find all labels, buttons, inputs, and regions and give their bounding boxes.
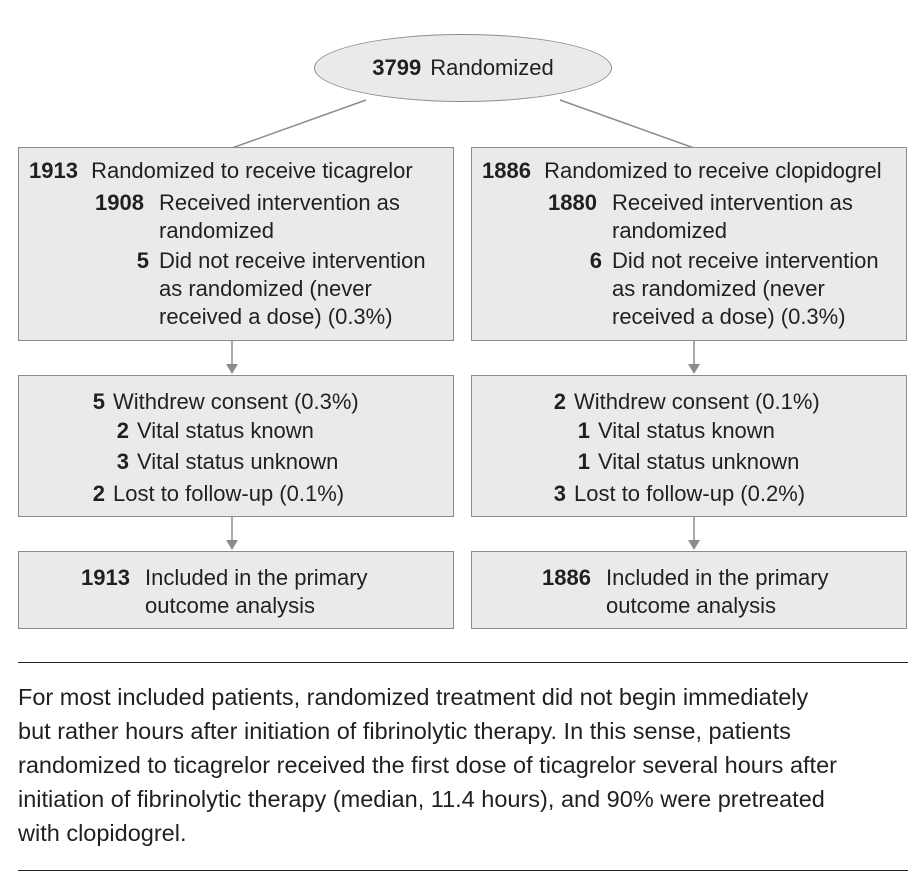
ticagrelor-not-received-label-1: Did not receive intervention <box>159 248 426 273</box>
clopidogrel-received-label-2: randomized <box>612 218 727 243</box>
clopidogrel-received-label-1: Received intervention as <box>612 190 853 215</box>
clopidogrel-withdrew-count: 2 <box>553 389 566 414</box>
ticagrelor-lost-label: Lost to follow-up (0.1%) <box>113 481 345 506</box>
clopidogrel-not-received-count: 6 <box>589 248 602 273</box>
clopidogrel-lost-count: 3 <box>553 481 566 506</box>
ticagrelor-lost-count: 2 <box>92 481 105 506</box>
ticagrelor-vital-known-count: 2 <box>116 418 129 443</box>
footnote-line-3: randomized to ticagrelor received the first dose of ticagrelor several hours after <box>18 752 837 778</box>
footnote-bottom-rule <box>18 870 908 871</box>
clopidogrel-lost-label: Lost to follow-up (0.2%) <box>574 481 806 506</box>
ticagrelor-included-label-1: Included in the primary <box>145 565 368 590</box>
ticagrelor-included-label-2: outcome analysis <box>145 593 315 618</box>
clopidogrel-included-label-2: outcome analysis <box>606 593 776 618</box>
ticagrelor-vital-known-label: Vital status known <box>137 418 314 443</box>
connector-top-left <box>232 100 366 148</box>
clopidogrel-allocation-box <box>471 147 907 341</box>
footnote-top-rule <box>18 662 908 663</box>
clopidogrel-vital-known-count: 1 <box>577 418 590 443</box>
footnote-line-5: with clopidogrel. <box>18 820 187 846</box>
ticagrelor-included-count: 1913 <box>81 565 130 590</box>
arrowhead-right-1 <box>688 364 700 374</box>
clopidogrel-randomized-label: Randomized to receive clopidogrel <box>544 158 882 183</box>
clopidogrel-received-count: 1880 <box>548 190 597 215</box>
clopidogrel-analysis-box <box>471 551 907 629</box>
footnote-line-1: For most included patients, randomized treatment did not begin immediately <box>18 684 809 710</box>
connector-top-right <box>560 100 694 148</box>
randomized-label: Randomized <box>430 55 554 80</box>
clopidogrel-vital-unknown-count: 1 <box>577 449 590 474</box>
ticagrelor-analysis-box <box>18 551 454 629</box>
clopidogrel-not-received-label-3: received a dose) (0.3%) <box>612 304 846 329</box>
clopidogrel-withdrew-label: Withdrew consent (0.1%) <box>574 389 820 414</box>
clopidogrel-randomized-row <box>482 157 882 185</box>
clopidogrel-not-received-label-1: Did not receive intervention <box>612 248 879 273</box>
ticagrelor-received-count: 1908 <box>95 190 144 215</box>
ticagrelor-not-received-label-2: as randomized (never <box>159 276 372 301</box>
clopidogrel-followup-box <box>471 375 907 517</box>
randomized-count: 3799 <box>372 55 422 80</box>
clopidogrel-included-count: 1886 <box>542 565 591 590</box>
footnote <box>18 680 908 850</box>
ticagrelor-followup-box <box>18 375 454 517</box>
clopidogrel-included-label-1: Included in the primary <box>606 565 829 590</box>
clopidogrel-vital-unknown-label: Vital status unknown <box>598 449 800 474</box>
arrowhead-left-2 <box>226 540 238 550</box>
ticagrelor-vital-unknown-label: Vital status unknown <box>137 449 339 474</box>
ticagrelor-randomized-label: Randomized to receive ticagrelor <box>91 158 413 183</box>
ticagrelor-not-received-count: 5 <box>136 248 149 273</box>
clopidogrel-not-received-label-2: as randomized (never <box>612 276 825 301</box>
ticagrelor-vital-unknown-count: 3 <box>116 449 129 474</box>
clopidogrel-randomized-count: 1886 <box>482 158 531 183</box>
arrowhead-left-1 <box>226 364 238 374</box>
ticagrelor-received-label-2: randomized <box>159 218 274 243</box>
ticagrelor-not-received-label-3: received a dose) (0.3%) <box>159 304 393 329</box>
ticagrelor-received-label-1: Received intervention as <box>159 190 400 215</box>
randomized-oval <box>314 34 612 102</box>
footnote-line-2: but rather hours after initiation of fibrinolytic therapy. In this sense, patients <box>18 718 791 744</box>
clopidogrel-vital-known-label: Vital status known <box>598 418 775 443</box>
footnote-line-4: initiation of fibrinolytic therapy (median, 11.4 hours), and 90% were pretreated <box>18 786 825 812</box>
ticagrelor-randomized-count: 1913 <box>29 158 78 183</box>
ticagrelor-withdrew-label: Withdrew consent (0.3%) <box>113 389 359 414</box>
ticagrelor-allocation-box <box>18 147 454 341</box>
arrowhead-right-2 <box>688 540 700 550</box>
ticagrelor-randomized-row <box>29 157 413 185</box>
ticagrelor-withdrew-count: 5 <box>92 389 105 414</box>
